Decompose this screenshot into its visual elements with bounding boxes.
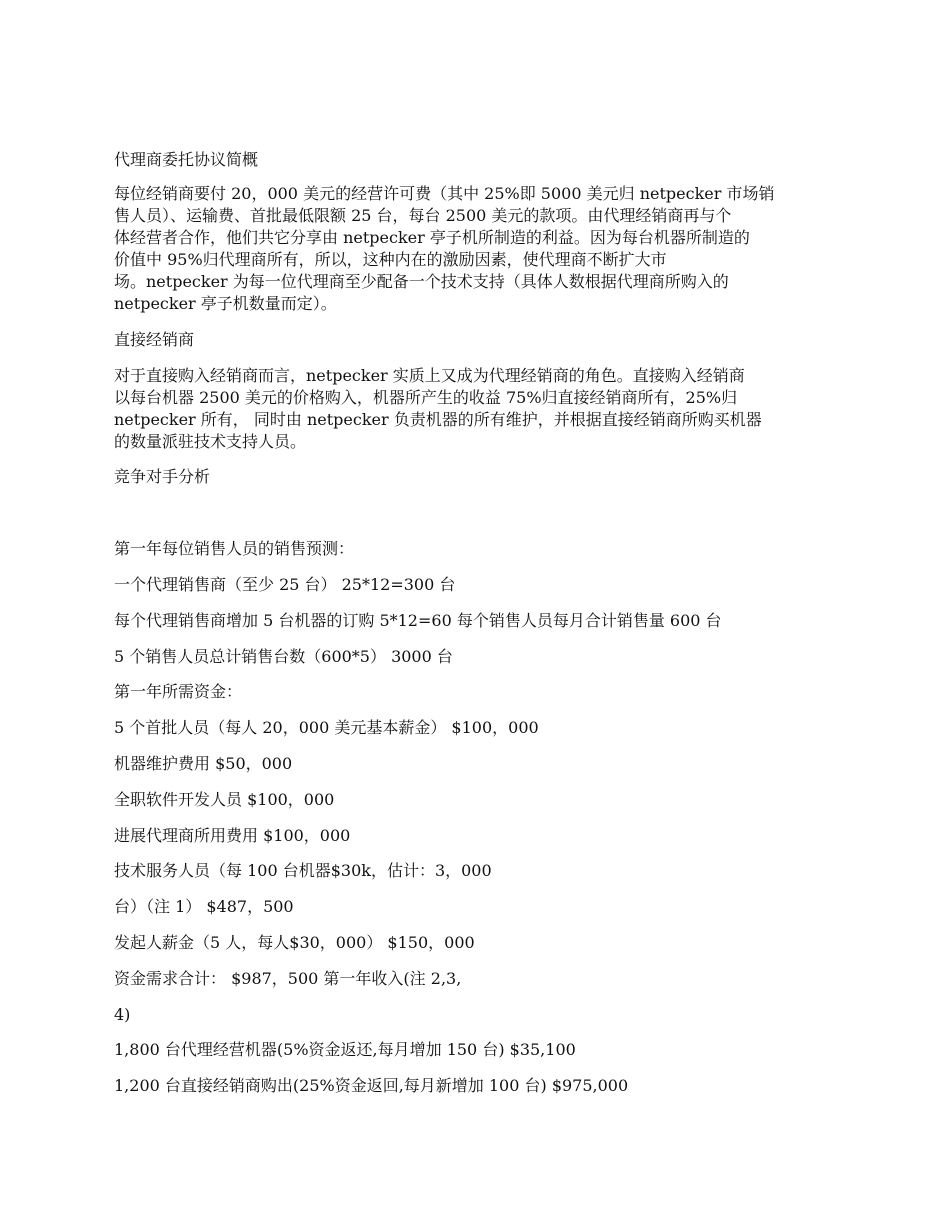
direct-paragraph-line: 对于直接购入经销商而言，netpecker 实质上又成为代理经销商的角色。直接购入经销商 bbox=[114, 366, 745, 385]
text-line: 一个代理销售商（至少 25 台） 25*12=300 台 bbox=[114, 575, 456, 594]
text-line: 1,800 台代理经营机器(5%资金返还,每月增加 150 台) $35,100 bbox=[114, 1040, 576, 1059]
direct-paragraph-line: 以每台机器 2500 美元的价格购入，机器所产生的收益 75%归直接经销商所有，25%归 bbox=[114, 388, 738, 407]
agent-paragraph-line: 每位经销商要付 20，000 美元的经营许可费（其中 25%即 5000 美元归 netpecker 市场销 bbox=[114, 184, 775, 203]
agent-paragraph bbox=[114, 183, 834, 315]
heading-direct-dealer: 直接经销商 bbox=[114, 330, 195, 349]
text-line: 资金需求合计： $987，500 第一年收入(注 2,3, bbox=[114, 969, 462, 988]
text-line: 技术服务人员（每 100 台机器$30k，估计：3，000 bbox=[114, 861, 492, 880]
agent-paragraph-line: 体经营者合作，他们共它分享由 netpecker 亭子机所制造的利益。因为每台机器所制造的 bbox=[114, 228, 750, 247]
text-line: 第一年每位销售人员的销售预测： bbox=[114, 539, 355, 558]
text-line: 全职软件开发人员 $100，000 bbox=[114, 790, 335, 809]
text-line: 机器维护费用 $50，000 bbox=[114, 754, 293, 773]
agent-paragraph-line: 售人员）、运输费、首批最低限额 25 台，每台 2500 美元的款项。由代理经销商再与个 bbox=[114, 206, 732, 225]
direct-paragraph-line: 的数量派驻技术支持人员。 bbox=[114, 432, 307, 451]
agent-paragraph-line: 价值中 95%归代理商所有，所以，这种内在的激励因素，使代理商不断扩大市 bbox=[114, 250, 667, 269]
direct-paragraph bbox=[114, 365, 834, 453]
agent-paragraph-line: netpecker 亭子机数量而定）。 bbox=[114, 294, 337, 313]
text-line: 4) bbox=[114, 1005, 131, 1024]
direct-paragraph-line: netpecker 所有， 同时由 netpecker 负责机器的所有维护，并根据直接经销商所购买机器 bbox=[114, 410, 762, 429]
text-line: 5 个首批人员（每人 20，000 美元基本薪金） $100，000 bbox=[114, 718, 539, 737]
agent-paragraph-line: 场。netpecker 为每一位代理商至少配备一个技术支持（具体人数根据代理商所购入的 bbox=[114, 272, 729, 291]
heading-agent-agreement: 代理商委托协议简概 bbox=[114, 150, 259, 169]
text-line: 发起人薪金（5 人，每人$30，000） $150，000 bbox=[114, 933, 475, 952]
text-line: 台）（注 1） $487，500 bbox=[114, 897, 294, 916]
text-line: 5 个销售人员总计销售台数（600*5） 3000 台 bbox=[114, 647, 453, 666]
text-line: 进展代理商所用费用 $100，000 bbox=[114, 826, 351, 845]
text-line: 第一年所需资金： bbox=[114, 682, 243, 701]
text-line: 1,200 台直接经销商购出(25%资金返回,每月新增加 100 台) $975,000 bbox=[114, 1076, 629, 1095]
heading-competition: 竞争对手分析 bbox=[114, 467, 211, 486]
text-line: 每个代理销售商增加 5 台机器的订购 5*12=60 每个销售人员每月合计销售量 600 台 bbox=[114, 611, 722, 630]
